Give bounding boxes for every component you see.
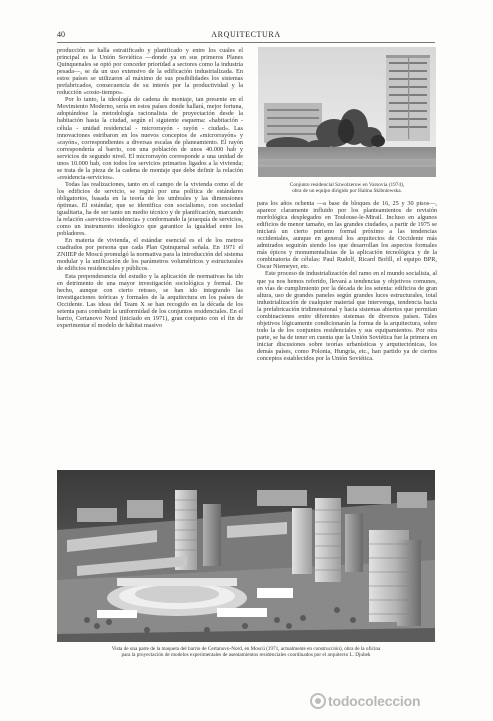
watermark-text: todocoleccion — [328, 693, 421, 709]
right-paragraph-1: para los años ochenta —a base de bloques de 16, 25 y 30 pisos—, aparece claramente influido por los planteamientos de revisión morfológica desplegados en Toulouse-le-Mirail. Incluso en algunos edificios de menor tamaño, en las grandes ciudades, a partir de 1975 se iniciará un cierto purismo formal próximo a las tendencias occidentales, aunque en general los arquitectos de Occidente más admirados seguirán siendo los que desarrollan los aspectos formales más épicos y monumentalistas de la aplicación tecnológica y de la combinatoria de células: Paul Rudolf, Ricard Bofill, el equipo BPR, Oscar Niemeyer, etc. — [257, 200, 437, 271]
model-photo — [57, 470, 435, 642]
left-paragraph-5: Esta preponderancia del estudio y la aplicación de normativas ha ido en detrimento de una mayor investigación sociológica y formal. De hecho, aunque con cierto retraso, se han ido integrando las investigaciones teóricas y formales de la arquitectura en los países de Occidente. Las ideas del Team X se han recogido en la década de los setenta para combatir la uniformidad de los conjuntos residenciales. En el barrio, Certanovo Nord (iniciado en 1971), gran conjunto con el fin de experimentar el modelo de hábitat masivo — [57, 272, 243, 329]
caption-bottom-line-2: para la proyectación de modelos experimentales de asentamientos residenciales coordinados por el arquitecto L. Djubek — [121, 652, 371, 659]
photo-caption-bottom — [52, 646, 440, 658]
left-paragraph-1: producción se halla estratificado y planificado y entre los cuales el principal es la Unión Soviética —donde ya en sus primeros Planes Quinquenales se optó por conceder prioridad a sectores como la industria pesada—, se da un uso extensivo de la edificación industrializada. En estos países se utilizaron al máximo de sus posibilidades los sistemas prefabricados, consecuencia de su interés por la productividad y la reducción «costo-tiempo». — [57, 47, 243, 97]
right-paragraph-2: Este proceso de industrialización del ramo en el mundo socialista, al que ya nos hemos referido, llevará a tendencias y objetivos comunes, en vías de cumplimiento por la década de los setenta: edificios de gran altura, uso de grandes paneles según grandes luces estructurales, total industrialización de cualquier material que intervenga, tendencia hacia la prefabricación tridimensional y hacia sistemas abiertos que permitan combinaciones entre diferentes sistemas de diversos países. Tales objetivos lógicamente condicionarán la forma de la arquitectura, sobre todo la de los conjuntos residenciales y sus equipamientos. Por otra parte, se ha de tener en cuenta que la Unión Soviética fue la primera en iniciar discusiones sobre teorías urbanísticas y arquitectónicas, los demás países, como Polonia, Hungría, etc., han partido ya de ciertos conceptos establecidos por la Unión Soviética. — [257, 270, 437, 363]
page-header — [57, 30, 435, 43]
caption-bottom-line-1: Vista de una parte de la maqueta del barrio de Certanovo-Nord, en Moscú (1971, actualmente en construcción), obra de la oficina — [111, 646, 381, 652]
photo-caption-top — [255, 182, 439, 194]
left-paragraph-4: En materia de vivienda, el estándar esencial es el de los metros cuadrados por persona que cada Plan Quinquenal señala. En 1971 el ZNIIEP de Moscú promulgó la normativa para la introducción del sistema modular y la unificación de los parámetros volumétricos y estructurales de edificios residenciales y públicos. — [57, 237, 243, 273]
watermark-logo-icon — [310, 693, 326, 709]
running-title: ARQUITECTURA — [211, 30, 281, 39]
right-text-column — [257, 200, 437, 436]
residential-complex-photo — [258, 47, 436, 177]
caption-top-line-1: Conjunto residencial Szwolzerow en Varsovia (1974), — [289, 182, 405, 188]
caption-top-line-2: obra de un equipo dirigido por Halina Skibniewska. — [292, 188, 402, 195]
left-paragraph-3: Todas las realizaciones, tanto en el campo de la vivienda como el de los edificios de servicio, se regirá por una política de estándares obligatorios, basada en la teoría de los umbrales y las dimensiones óptimas. El estándar, que se identifica con socialismo, con sociedad igualitaria, ha de ser tanto un medio técnico y de planificación, marcando la relación «servicios-residencia» y conformando la jerarquía de servicios, como un instrumento ideológico que garantice la igualdad entre los pobladores. — [57, 180, 243, 238]
watermark — [310, 689, 485, 715]
left-text-column — [57, 47, 243, 457]
left-paragraph-2: Por lo tanto, la ideología de cadena de montaje, tan presente en el Movimiento Moderno, sería en estos países donde hallará, mejor fortuna, adoptándose la metodología racionalista de proyectación desde la habitación hasta la ciudad, según el siguiente esquema: «habitación - célula - unidad residencial - microrrayón - rayón - ciudad». Las innovaciones estribaron en los nuevos conceptos de «microrrayón» y «rayón», correspondientes a diversas escalas de planeamiento. El rayón correspondería al barrio, con una población de unos 40.000 hab y servicios de segundo nivel. El microrrayón corresponde a una unidad de unos 10.000 hab, con todos los servicios primarios ligados a la vivienda; se trata de la pieza de la cadena de montaje que debe definir la relación «residencia-servicios». — [57, 96, 243, 181]
page-number: 40 — [57, 30, 65, 39]
